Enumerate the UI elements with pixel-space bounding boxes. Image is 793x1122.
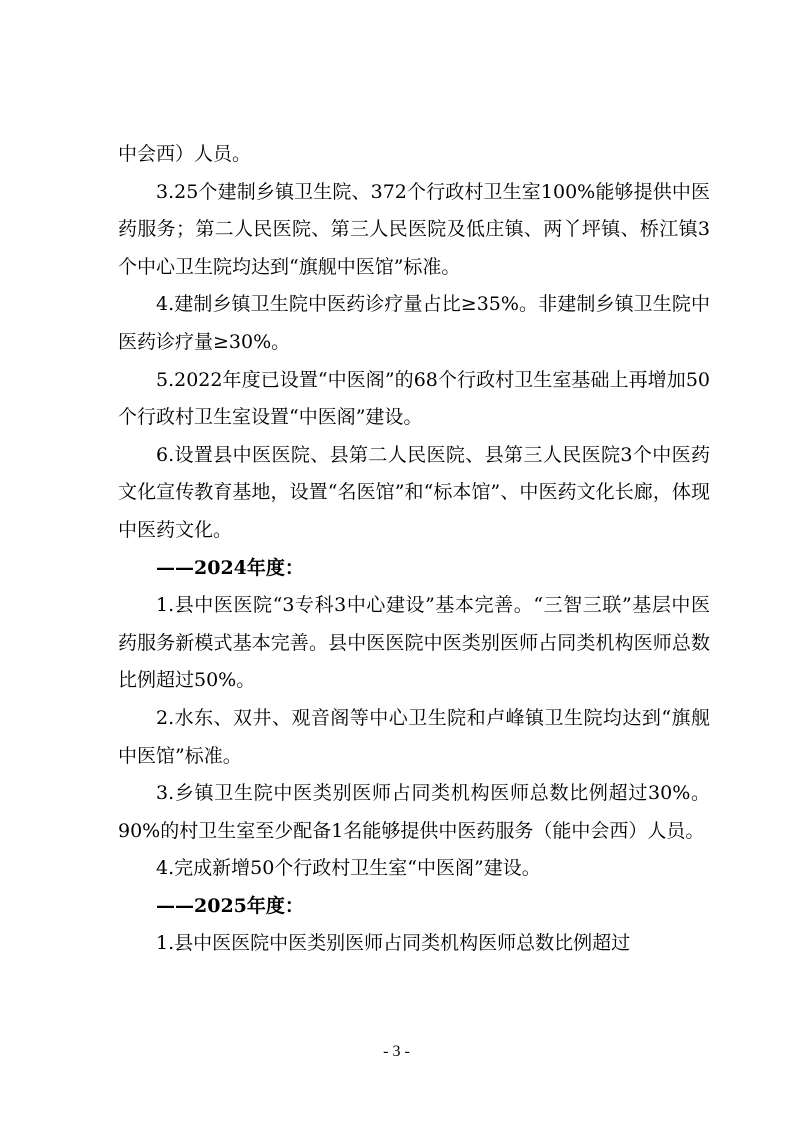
list-item-2024-4: 4.完成新增50个行政村卫生室“中医阁”建设。 xyxy=(156,857,541,880)
list-item-4: 4.建制乡镇卫生院中医药诊疗量占比≥35%。非建制乡镇卫生院中医药诊疗量≥30%。 xyxy=(118,293,710,353)
list-item-3: 3.25个建制乡镇卫生院、372个行政村卫生室100%能够提供中医药服务；第二人民医院、第三人民医院及低庄镇、两丫坪镇、桥江镇3个中心卫生院均达到“旗舰中医馆”标准。 xyxy=(118,180,710,278)
document-body xyxy=(118,136,710,963)
list-item-5: 5.2022年度已设置“中医阁”的68个行政村卫生室基础上再增加50个行政村卫生室设置“中医阁”建设。 xyxy=(118,368,710,429)
list-item-2025-1: 1.县中医医院中医类别医师占同类机构医师总数比例超过 xyxy=(156,932,631,955)
section-heading-2025: ——2025年度： xyxy=(156,894,304,917)
list-item-2024-3: 3.乡镇卫生院中医类别医师占同类机构医师总数比例超过30%。90%的村卫生室至少配备1名能够提供中医药服务（能中会西）人员。 xyxy=(118,782,710,842)
section-heading-2024: ——2024年度： xyxy=(156,556,304,579)
page-number: - 3 - xyxy=(383,1043,410,1060)
list-item-2024-1: 1.县中医医院“3专科3中心建设”基本完善。“三智三联”基层中医药服务新模式基本完善。县中医医院中医类别医师占同类机构医师总数比例超过50%。 xyxy=(118,594,710,692)
paragraph-continuation: 中会西）人员。 xyxy=(118,143,252,165)
list-item-6: 6.设置县中医医院、县第二人民医院、县第三人民医院3个中医药文化宣传教育基地，设置“名医馆”和“标本馆”、中医药文化长廊，体现中医药文化。 xyxy=(118,443,710,541)
list-item-2024-2: 2.水东、双井、观音阁等中心卫生院和卢峰镇卫生院均达到“旗舰中医馆”标准。 xyxy=(118,706,710,767)
